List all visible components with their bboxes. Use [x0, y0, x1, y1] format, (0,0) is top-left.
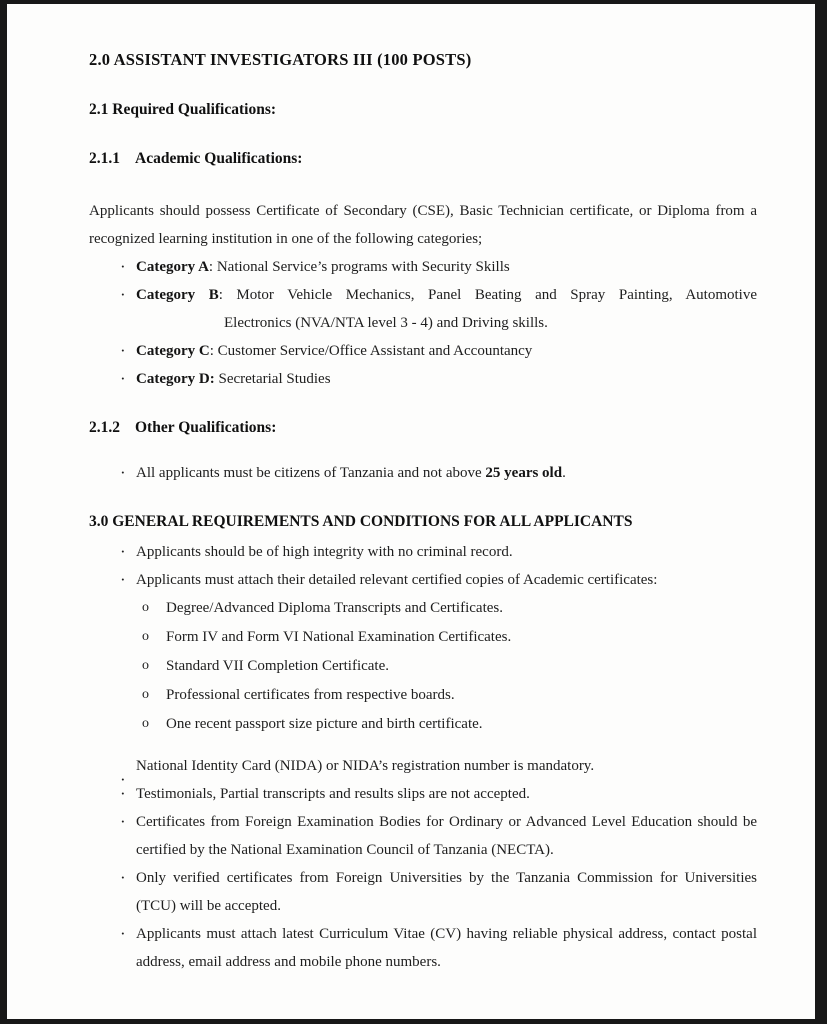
bullet-dot-icon: ·	[120, 812, 126, 831]
requirement-text: Certificates from Foreign Examination Bodies for Ordinary or Advanced Level Education should be certified by the National Examination Council of Tanzania (NECTA).	[136, 814, 757, 858]
other-qualification-text: All applicants must be citizens of Tanzania and not above	[136, 465, 486, 481]
requirement-item	[89, 538, 757, 566]
category-label: Category C	[136, 343, 210, 359]
bullet-dot-icon: ·	[120, 770, 126, 789]
certificate-text: Professional certificates from respective boards.	[166, 687, 455, 703]
category-text: Secretarial Studies	[214, 371, 331, 387]
category-label: Category B	[136, 287, 219, 303]
section-2-1-1-label: Academic Qualifications:	[135, 150, 303, 167]
requirement-item	[89, 780, 757, 808]
category-label: Category A	[136, 259, 209, 275]
bullet-dot-icon: ·	[120, 924, 126, 943]
requirement-text: Testimonials, Partial transcripts and results slips are not accepted.	[136, 786, 530, 802]
section-2-1-1-number: 2.1.1	[89, 150, 120, 167]
bullet-dot-icon: ·	[120, 257, 126, 276]
requirement-item	[89, 864, 757, 920]
requirement-text: Applicants must attach their detailed relevant certified copies of Academic certificates:	[136, 572, 658, 588]
category-text: : National Service’s programs with Security Skills	[208, 259, 510, 275]
bullet-dot-icon: ·	[120, 341, 126, 360]
category-list	[89, 253, 757, 393]
category-label: Category D:	[136, 371, 215, 387]
academic-intro-paragraph: Applicants should possess Certificate of Secondary (CSE), Basic Technician certificate, or Diploma from a recognized learning institution in one of the following categories;	[89, 203, 757, 247]
certificate-text: Degree/Advanced Diploma Transcripts and Certificates.	[166, 600, 503, 616]
category-line1	[136, 281, 757, 309]
circle-bullet-icon: o	[142, 687, 149, 702]
category-text: : Customer Service/Office Assistant and Accountancy	[209, 343, 533, 359]
section-2-1-2-number: 2.1.2	[89, 419, 120, 436]
category-item-a	[89, 253, 757, 281]
other-qualification-item	[89, 459, 757, 487]
requirement-text: Applicants must attach latest Curriculum Vitae (CV) having reliable physical address, contact postal address, email address and mobile phone numbers.	[136, 926, 757, 970]
requirement-item	[89, 752, 757, 789]
general-requirements-list	[89, 538, 757, 976]
requirement-text: Only verified certificates from Foreign Universities by the Tanzania Commission for Universities (TCU) will be accepted.	[136, 870, 757, 914]
bullet-dot-icon: ·	[120, 570, 126, 589]
circle-bullet-icon: o	[142, 658, 149, 673]
category-continuation-line: Electronics (NVA/NTA level 3 - 4) and Driving skills.	[224, 315, 548, 331]
bullet-dot-icon: ·	[120, 369, 126, 388]
certificate-sub-item	[89, 623, 757, 651]
section-2-1-2-heading	[89, 414, 757, 442]
certificate-sub-item	[89, 594, 757, 622]
section-2-1-2-label: Other Qualifications:	[135, 419, 277, 436]
bullet-dot-icon: ·	[120, 784, 126, 803]
bullet-dot-icon: ·	[120, 868, 126, 887]
section-2-1-heading: 2.1 Required Qualifications:	[89, 101, 277, 118]
category-item-b	[89, 281, 757, 337]
category-text: : Motor Vehicle Mechanics, Panel Beating and Spray Painting, Automotive	[218, 287, 757, 303]
circle-bullet-icon: o	[142, 629, 149, 644]
requirement-text: National Identity Card (NIDA) or NIDA’s registration number is mandatory.	[136, 758, 595, 774]
section-3-0-heading: 3.0 GENERAL REQUIREMENTS AND CONDITIONS FOR ALL APPLICANTS	[89, 513, 633, 530]
certificate-sub-item	[89, 681, 757, 709]
bullet-dot-icon: ·	[120, 542, 126, 561]
requirement-item	[89, 920, 757, 976]
requirement-item	[89, 566, 757, 594]
section-2-1-1-heading	[89, 145, 757, 173]
certificate-sub-item	[89, 710, 757, 738]
bullet-dot-icon: ·	[120, 285, 126, 304]
category-item-d	[89, 365, 757, 393]
certificate-text: Standard VII Completion Certificate.	[166, 658, 390, 674]
requirement-text: Applicants should be of high integrity with no criminal record.	[136, 544, 513, 560]
bullet-dot-icon: ·	[120, 463, 126, 482]
document-page	[7, 4, 815, 1019]
age-limit-bold: 25 years old	[485, 465, 563, 481]
certificate-sub-item	[89, 652, 757, 680]
certificate-text: Form IV and Form VI National Examination Certificates.	[166, 629, 512, 645]
certificate-text: One recent passport size picture and birth certificate.	[166, 716, 483, 732]
requirement-item	[89, 808, 757, 864]
other-qualification-period: .	[562, 465, 566, 481]
circle-bullet-icon: o	[142, 716, 149, 731]
circle-bullet-icon: o	[142, 600, 149, 615]
section-2-0-heading: 2.0 ASSISTANT INVESTIGATORS III (100 POSTS)	[89, 50, 472, 69]
category-item-c	[89, 337, 757, 365]
